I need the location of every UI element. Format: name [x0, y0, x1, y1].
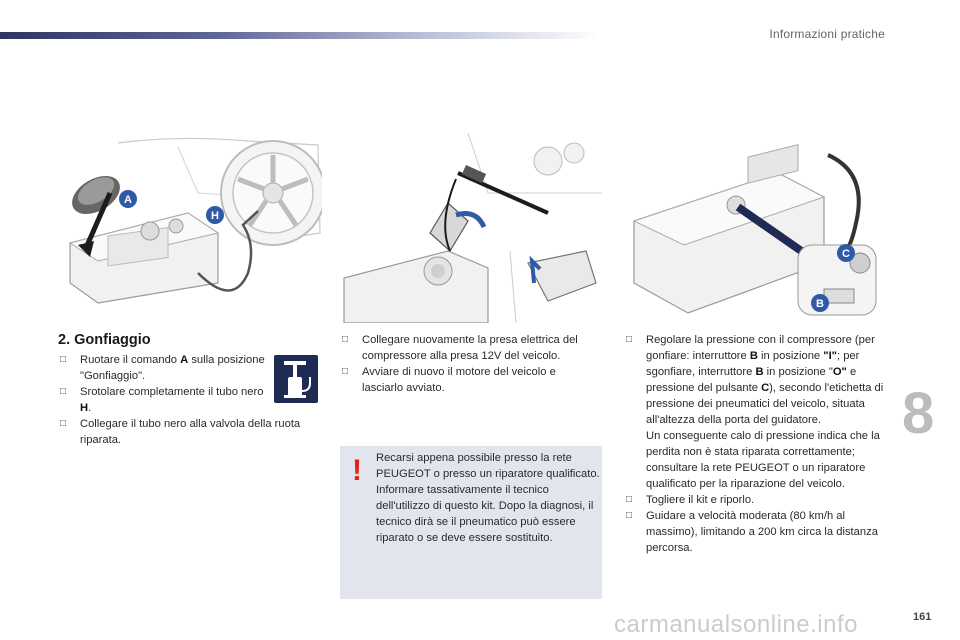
list-item: □ Guidare a velocità moderata (80 km/h al massimo), limitando a 200 km circa la distanza percorsa.: [626, 510, 878, 554]
column2-bullet-list: [340, 332, 590, 396]
watermark: carmanualsonline.info: [614, 611, 858, 638]
figure-compressor-inflation: [58, 133, 322, 323]
column3-bullet-list: [624, 332, 888, 556]
figure-12v-socket: [338, 133, 602, 323]
label-b: B: [816, 298, 824, 310]
checkbox-bullet-icon: □: [342, 366, 349, 377]
label-c: C: [842, 248, 850, 260]
checkbox-bullet-icon: □: [626, 494, 633, 505]
warning-text: Recarsi appena possibile presso la rete PEUGEOT o presso un riparatore qualificato. Informare tassativamente il tecnico dell'utilizzo di questo kit. Dopo la diagnosi, il tecnico dirà se il pneumatico può essere riparato o se deve essere sostituito.: [376, 452, 600, 544]
checkbox-bullet-icon: □: [60, 386, 67, 397]
column1-bullet-list: [58, 352, 272, 416]
tyre-pump-icon: [274, 355, 318, 403]
page-header-title: Informazioni pratiche: [769, 27, 885, 41]
list-item: □ Togliere il kit e riporlo.: [626, 494, 755, 506]
checkbox-bullet-icon: □: [60, 418, 67, 429]
list-item: □ Collegare nuovamente la presa elettrica del compressore alla presa 12V del veicolo.: [342, 334, 578, 362]
list-item: □ Avviare di nuovo il motore del veicolo e lasciarlo avviato.: [342, 366, 556, 394]
list-item: □ Srotolare completamente il tubo nero H.: [60, 386, 264, 414]
label-h: H: [211, 210, 219, 222]
checkbox-bullet-icon: □: [342, 334, 349, 345]
checkbox-bullet-icon: □: [626, 334, 633, 345]
list-item: □ Regolare la pressione con il compressore (per gonfiare: interruttore B in posizione "I"; per sgonfiare, interruttore B in posizione "O" e pressione del pulsante C), secondo l'etichetta di pressione dei pneumatici del veicolo, situata all'altezza della porta del guidatore. Un conseguente calo di pressione indica che la perdita non è stata riparata correttamente; consultare la rete PEUGEOT o un riparatore qualificato per la riparazione del veicolo.: [626, 334, 884, 490]
exclamation-icon: !: [352, 454, 362, 487]
section-title: 2. Gonfiaggio: [58, 332, 151, 348]
label-a: A: [124, 194, 132, 206]
figure-pressure-controls: [628, 133, 884, 323]
list-item: □ Ruotare il comando A sulla posizione "Gonfiaggio".: [60, 354, 265, 382]
checkbox-bullet-icon: □: [626, 510, 633, 521]
header-decorative-bar: [0, 32, 600, 39]
list-item: □ Collegare il tubo nero alla valvola della ruota riparata.: [60, 418, 301, 446]
warning-box: [340, 446, 602, 599]
page-number: 161: [913, 611, 932, 623]
checkbox-bullet-icon: □: [60, 354, 67, 365]
column1-bullet-list-2: [58, 416, 308, 448]
chapter-number: 8: [902, 381, 935, 446]
